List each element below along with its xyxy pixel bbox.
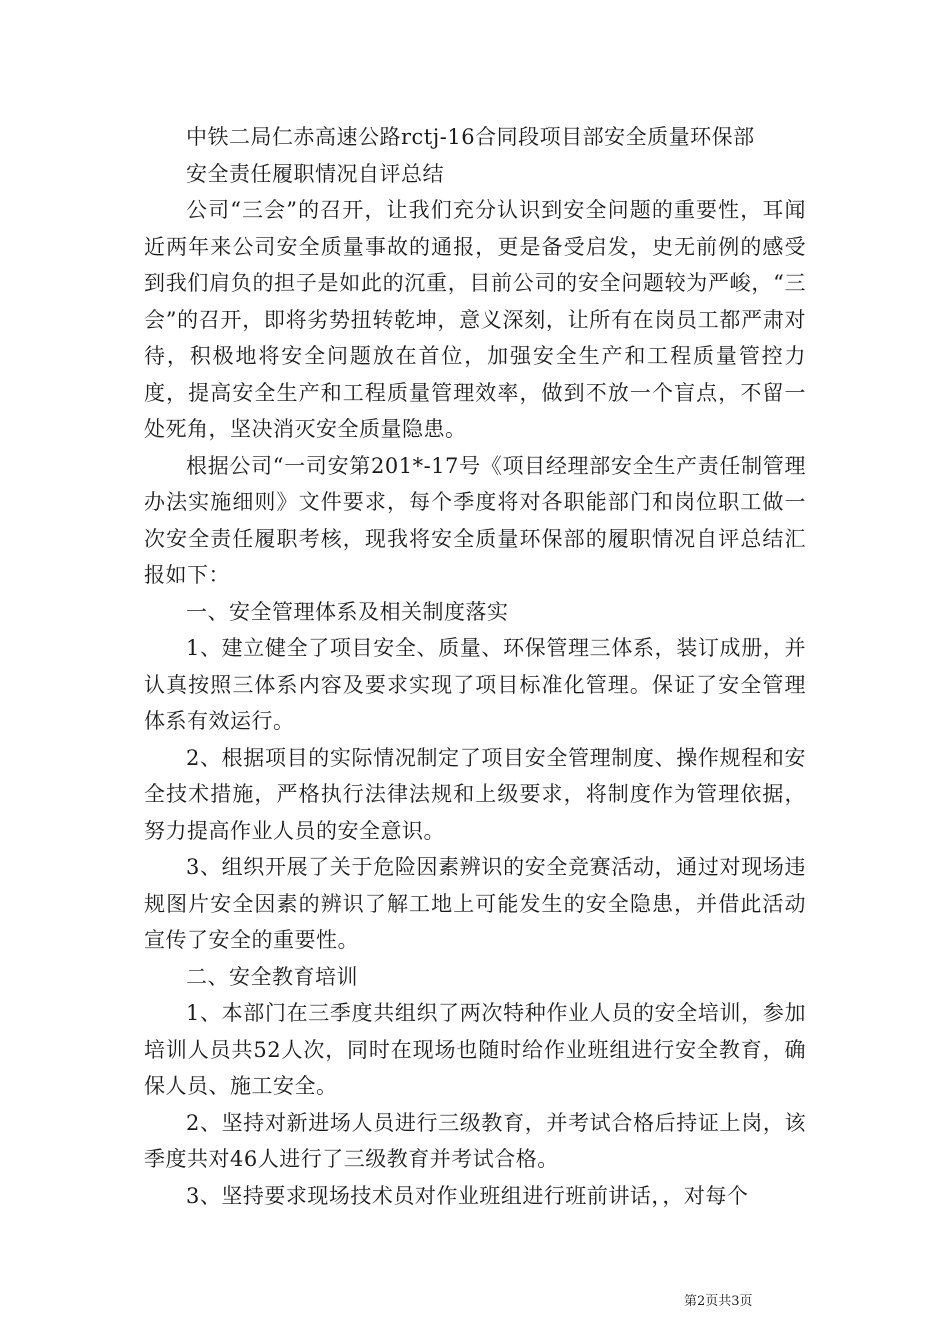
document-title (144, 119, 806, 192)
title-line-2: 安全责任履职情况自评总结 (186, 161, 444, 186)
document-body (144, 119, 806, 1214)
paragraph-intro: 公司“三会”的召开，让我们充分认识到安全问题的重要性，耳闻近两年来公司安全质量事故的通报，更是备受启发，史无前例的感受到我们肩负的担子是如此的沉重，目前公司的安全问题较为严峻，“三会”的召开，即将劣势扭转乾坤，意义深刻，让所有在岗员工都严肃对待，积极地将安全问题放在首位，加强安全生产和工程质量管控力度，提高安全生产和工程质量管理效率，做到不放一个盲点，不留一处死角，坚决消灭安全质量隐患。 (144, 198, 806, 441)
paragraph-basis: 根据公司“一司安第201*-17号《项目经理部安全生产责任制管理办法实施细则》文件要求，每个季度将对各职能部门和岗位职工做一次安全责任履职考核，现我将安全质量环保部的履职情况自评总结汇报如下： (144, 453, 806, 587)
page-number: 第2页共3页 (684, 1294, 753, 1309)
paragraph-1-1: 1、建立健全了项目安全、质量、环保管理三体系，装订成册，并认真按照三体系内容及要求实现了项目标准化管理。保证了安全管理体系有效运行。 (144, 636, 806, 733)
paragraph-1-2: 2、根据项目的实际情况制定了项目安全管理制度、操作规程和安全技术措施，严格执行法律法规和上级要求，将制度作为管理依据，努力提高作业人员的安全意识。 (144, 745, 806, 843)
paragraph-1-3: 3、组织开展了关于危险因素辨识的安全竞赛活动，通过对现场违规图片安全因素的辨识了解工地上可能发生的安全隐患，并借此活动宣传了安全的重要性。 (144, 855, 806, 952)
paragraph-2-1: 1、本部门在三季度共组织了两次特种作业人员的安全培训，参加培训人员共52人次，同时在现场也随时给作业班组进行安全教育，确保人员、施工安全。 (144, 1001, 806, 1098)
title-line-1: 中铁二局仁赤高速公路rctj-16合同段项目部安全质量环保部 (186, 125, 755, 149)
section-heading-1: 一、安全管理体系及相关制度落实 (186, 599, 509, 624)
paragraph-2-2: 2、坚持对新进场人员进行三级教育，并考试合格后持证上岗，该季度共对46人进行了三级教育并考试合格。 (144, 1110, 806, 1171)
paragraph-2-3: 3、坚持要求现场技术员对作业班组进行班前讲话，，对每个 (186, 1183, 749, 1208)
section-heading-2: 二、安全教育培训 (186, 964, 358, 989)
